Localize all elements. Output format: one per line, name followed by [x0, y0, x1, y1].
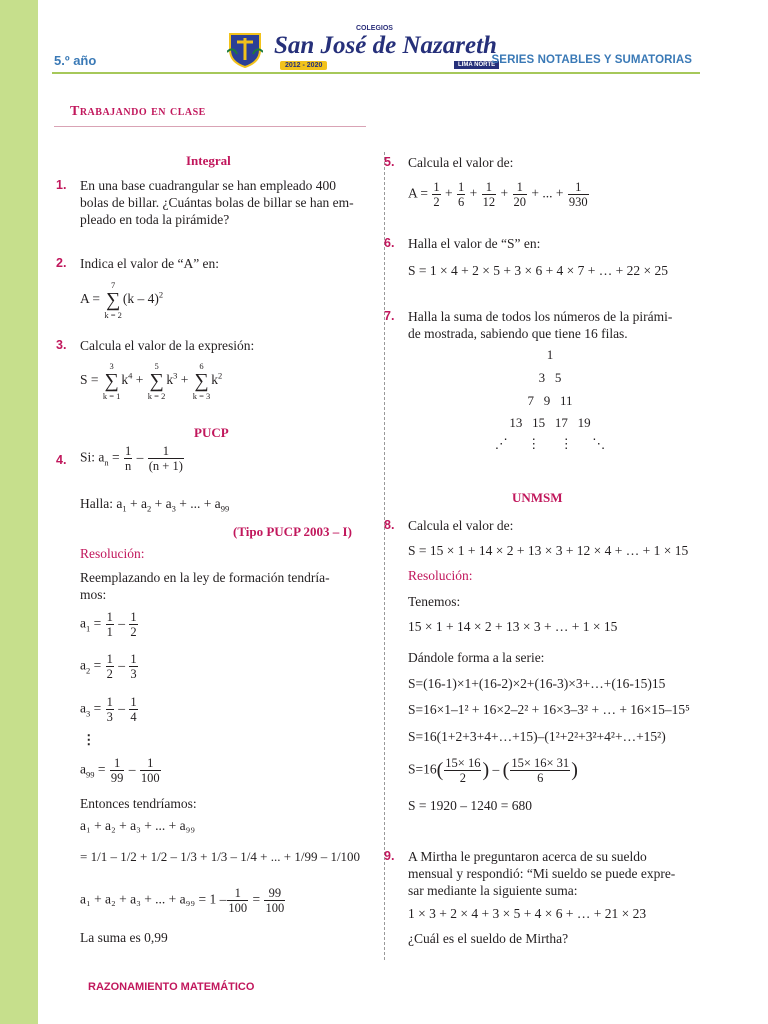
problem-number: 2. [56, 256, 67, 270]
problem-text: de mostrada, sabiendo que tiene 16 filas. [408, 326, 628, 341]
problem-text: Halla el valor de “S” en: [408, 236, 541, 251]
problem-number: 1. [56, 178, 67, 192]
problem-number: 8. [384, 518, 395, 532]
math-expression: S=16(1+2+3+4+…+15)–(1²+2²+3²+4²+…+15²) [408, 729, 666, 744]
problem-text: sar mediante la siguiente suma: [408, 883, 578, 898]
subsection-unmsm: UNMSM [512, 490, 563, 505]
sequence-term: $a_2$ = $\frac{1}{2}$ – $\frac{1}{3}$ [80, 652, 137, 681]
column-divider [384, 152, 385, 960]
solution-text: Reemplazando en la ley de formación tendría- [80, 570, 330, 585]
resolution-label: Resolución: [408, 568, 473, 583]
math-expression: S=(16-1)×1+(16-2)×2+(16-3)×3+…+(16-15)15 [408, 676, 666, 691]
solution-text: Dándole forma a la serie: [408, 650, 545, 665]
pyramid-row: 7 9 11 [527, 393, 573, 408]
topic-title: SERIES NOTABLES Y SUMATORIAS [491, 54, 692, 66]
problem-text: mensual y respondió: “Mi sueldo se puede expre- [408, 866, 676, 881]
school-logo [222, 24, 504, 76]
problem-number: 5. [384, 155, 395, 169]
math-expression: A = 7 ∑ k = 2 (k – 4)$^2$ [80, 280, 164, 320]
problem-text: En una base cuadrangular se han empleado 400 [80, 178, 337, 193]
pyramid-row: ⋰ ⋮ ⋮ ⋱ [494, 436, 606, 451]
subsection-integral: Integral [186, 153, 231, 168]
solution-text: Entonces tendríamos: [80, 796, 197, 811]
school-small-label: COLEGIOS [356, 25, 393, 32]
solution-text: mos: [80, 587, 107, 602]
math-expression: S = 15 × 1 + 14 × 2 + 13 × 3 + 12 × 4 + … + 1 × 15 [408, 543, 689, 558]
math-expression: S = 3 ∑ k = 1 $k^4$ + 5 ∑ k = 2 $k^3$ + 6 ∑ k = 3 $k^2$ [80, 361, 223, 401]
footer-label: RAZONAMIENTO MATEMÁTICO [88, 981, 255, 993]
math-expression: Halla: $a_1 + a_2 + a_3$ + ... + $a_{99}$ [80, 496, 230, 514]
sequence-term: $a_{99}$ = $\frac{1}{99}$ – $\frac{1}{100}$ [80, 756, 160, 785]
pyramid-row: 3 5 [538, 370, 562, 385]
problem-number: 3. [56, 338, 67, 352]
math-expression: S=16( $\frac{15\times 16}{2}$ ) – ( $\frac{15\times 16\times 31}{6}$ ) [408, 756, 578, 785]
section-title: Trabajando en clase [70, 104, 206, 119]
vertical-dots: ⋮ [82, 732, 96, 747]
problem-text: Calcula el valor de la expresión: [80, 338, 255, 353]
problem-number: 6. [384, 236, 395, 250]
math-expression: A = $\frac{1}{2}$ + $\frac{1}{6}$ + $\frac{1}{12}$ + $\frac{1}{20}$ + ... + $\frac{1}{930}$ [408, 180, 588, 209]
problem-text: Calcula el valor de: [408, 155, 514, 170]
school-campus: LIMA NORTE [454, 61, 499, 69]
problem-text: Indica el valor de “A” en: [80, 256, 220, 271]
sequence-term: $a_3$ = $\frac{1}{3}$ – $\frac{1}{4}$ [80, 695, 137, 724]
math-expression: S = 1920 – 1240 = 680 [408, 798, 532, 813]
resolution-label: Resolución: [80, 546, 145, 561]
problem-text: pleado en toda la pirámide? [80, 212, 230, 227]
problem-number: 9. [384, 849, 395, 863]
math-expression: S=16×1–1² + 16×2–2² + 16×3–3² + … + 16×15–15⁵ [408, 702, 690, 717]
section-underline [54, 126, 366, 127]
math-expression: Si: $a_n$ = $\frac{1}{n}$ – $\frac{1}{(n + 1)}$ [80, 444, 183, 473]
problem-number: 4. [56, 453, 67, 467]
sequence-term: $a_1$ = $\frac{1}{1}$ – $\frac{1}{2}$ [80, 610, 137, 639]
problem-text: Halla la suma de todos los números de la pirámi- [408, 309, 673, 324]
problem-number: 7. [384, 309, 395, 323]
grade-label: 5.º año [54, 53, 97, 68]
result-expression: a₁ + a₂ + a₃ + ... + a₉₉ = 1 – $\frac{1}{100}$ = $\frac{99}{100}$ [80, 886, 285, 915]
school-name: San José de Nazareth [274, 32, 497, 59]
header-divider [52, 72, 700, 74]
problem-text: A Mirtha le preguntaron acerca de su sueldo [408, 849, 647, 864]
math-expression: 1 × 3 + 2 × 4 + 3 × 5 + 4 × 6 + … + 21 × 23 [408, 906, 647, 921]
source-tag: (Tipo PUCP 2003 – I) [233, 524, 352, 539]
left-margin-bar [0, 0, 38, 1024]
telescoping-expression: = 1/1 – 1/2 + 1/2 – 1/3 + 1/3 – 1/4 + ... + 1/99 – 1/100 [80, 849, 361, 864]
pyramid-row: 1 [546, 347, 554, 362]
solution-text: Tenemos: [408, 594, 461, 609]
math-expression: 15 × 1 + 14 × 2 + 13 × 3 + … + 1 × 15 [408, 619, 618, 634]
school-shield-icon [227, 30, 263, 68]
sum-expression: a₁ + a₂ + a₃ + ... + a₉₉ [80, 818, 196, 833]
answer-text: La suma es 0,99 [80, 930, 168, 945]
pyramid-row: 13 15 17 19 [509, 415, 591, 430]
school-years: 2012 - 2020 [280, 61, 327, 70]
problem-text: bolas de billar. ¿Cuántas bolas de billar se han em- [80, 195, 354, 210]
problem-text: ¿Cuál es el sueldo de Mirtha? [408, 931, 569, 946]
problem-text: Calcula el valor de: [408, 518, 514, 533]
math-expression: S = 1 × 4 + 2 × 5 + 3 × 6 + 4 × 7 + … + 22 × 25 [408, 263, 669, 278]
subsection-pucp: PUCP [194, 425, 229, 440]
